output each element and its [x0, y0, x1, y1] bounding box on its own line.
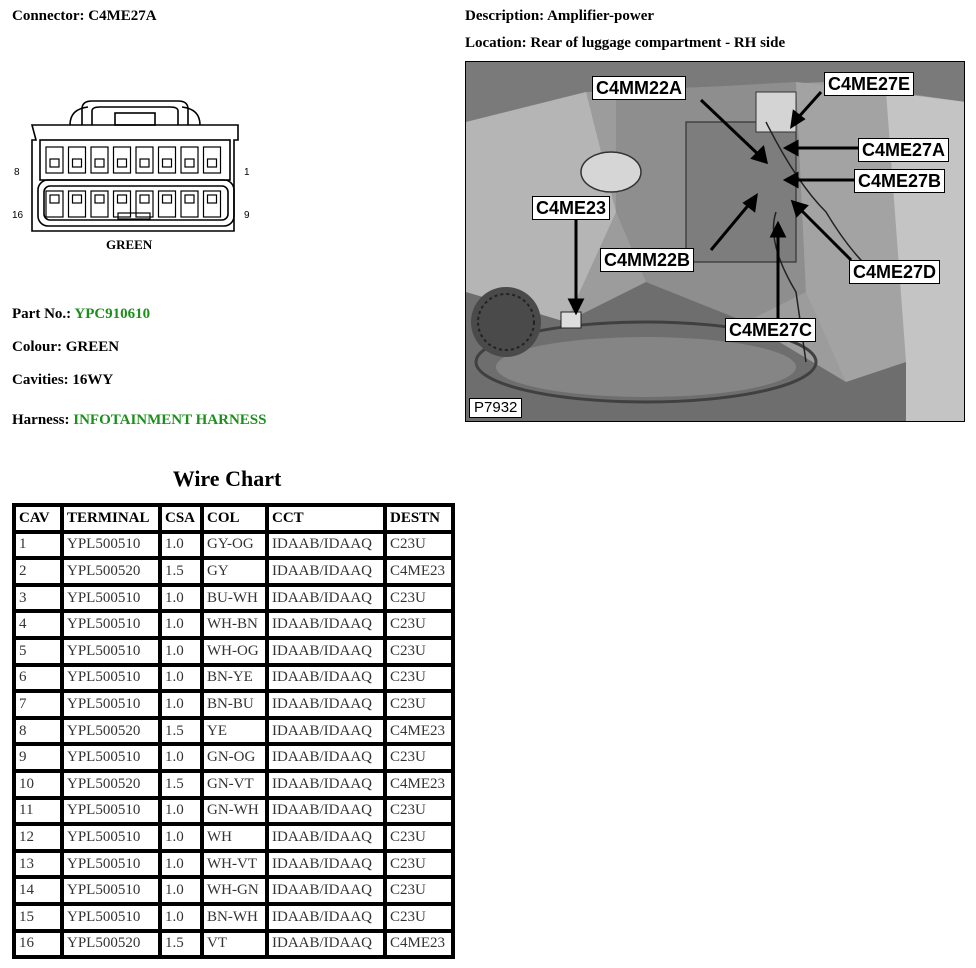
cavity-terminal	[73, 195, 82, 203]
header-cav: CAV	[14, 505, 62, 532]
cavity-terminal	[140, 195, 149, 203]
connector-label: Connector:	[12, 8, 85, 24]
cell-col: GN-WH	[202, 798, 267, 825]
table-row	[14, 931, 453, 958]
connector-line	[12, 8, 157, 25]
cell-terminal: YPL500510	[62, 691, 160, 718]
cavity	[204, 147, 221, 173]
harness-link[interactable]: INFOTAINMENT HARNESS	[73, 412, 267, 428]
table-row	[14, 665, 453, 692]
callout-c4me27d: C4ME27D	[849, 260, 940, 284]
cell-csa: 1.0	[160, 744, 202, 771]
pin-label-16: 16	[12, 210, 24, 221]
table-row	[14, 532, 453, 559]
cell-cct: IDAAB/IDAAQ	[267, 771, 385, 798]
callout-c4me27e: C4ME27E	[824, 72, 914, 96]
luggage-compartment-illustration	[466, 62, 965, 422]
callout-c4me27b: C4ME27B	[854, 169, 945, 193]
cavities-line	[12, 372, 113, 389]
cell-terminal: YPL500510	[62, 824, 160, 851]
cavity-terminal	[50, 195, 59, 203]
cell-cct: IDAAB/IDAAQ	[267, 931, 385, 958]
cell-csa: 1.0	[160, 638, 202, 665]
table-row	[14, 824, 453, 851]
cell-cav: 15	[14, 904, 62, 931]
cavity	[114, 147, 131, 173]
cavity-terminal	[50, 159, 59, 167]
cell-cav: 2	[14, 558, 62, 585]
cell-cct: IDAAB/IDAAQ	[267, 744, 385, 771]
cavity-terminal	[208, 159, 217, 167]
cavity	[159, 147, 176, 173]
table-row	[14, 585, 453, 612]
cell-terminal: YPL500520	[62, 931, 160, 958]
cell-col: YE	[202, 718, 267, 745]
callout-c4me23: C4ME23	[532, 196, 610, 220]
cell-cct: IDAAB/IDAAQ	[267, 904, 385, 931]
cell-csa: 1.0	[160, 665, 202, 692]
cell-cav: 11	[14, 798, 62, 825]
table-row	[14, 904, 453, 931]
cavity	[91, 147, 108, 173]
figure-id: P7932	[469, 398, 522, 418]
cell-destn: C23U	[385, 611, 453, 638]
cell-csa: 1.5	[160, 771, 202, 798]
cell-terminal: YPL500510	[62, 611, 160, 638]
table-row	[14, 877, 453, 904]
cell-csa: 1.0	[160, 798, 202, 825]
cavity-terminal	[185, 159, 194, 167]
cell-destn: C23U	[385, 744, 453, 771]
table-row	[14, 744, 453, 771]
location-photo	[465, 61, 965, 422]
cell-cav: 4	[14, 611, 62, 638]
cell-cct: IDAAB/IDAAQ	[267, 824, 385, 851]
cavity-terminal	[185, 195, 194, 203]
cell-destn: C23U	[385, 638, 453, 665]
connector-face-drawing	[10, 95, 260, 255]
cell-col: GN-VT	[202, 771, 267, 798]
cell-csa: 1.0	[160, 585, 202, 612]
header-terminal: TERMINAL	[62, 505, 160, 532]
cell-csa: 1.0	[160, 691, 202, 718]
cell-destn: C23U	[385, 532, 453, 559]
cell-cav: 3	[14, 585, 62, 612]
cell-cav: 12	[14, 824, 62, 851]
cell-col: WH-VT	[202, 851, 267, 878]
pin-label-1: 1	[244, 167, 250, 178]
cell-cav: 5	[14, 638, 62, 665]
cell-cav: 8	[14, 718, 62, 745]
cell-destn: C4ME23	[385, 718, 453, 745]
cavity-terminal	[95, 195, 104, 203]
cell-destn: C23U	[385, 585, 453, 612]
cell-destn: C23U	[385, 851, 453, 878]
connector-colour-caption: GREEN	[106, 237, 153, 252]
colour-label: Colour:	[12, 339, 62, 355]
cell-destn: C23U	[385, 691, 453, 718]
cell-cct: IDAAB/IDAAQ	[267, 851, 385, 878]
cell-cct: IDAAB/IDAAQ	[267, 585, 385, 612]
description-line	[465, 8, 654, 25]
cavity-terminal	[163, 195, 172, 203]
cell-col: GY-OG	[202, 532, 267, 559]
cell-terminal: YPL500520	[62, 558, 160, 585]
cell-col: WH-GN	[202, 877, 267, 904]
header-col: COL	[202, 505, 267, 532]
wire-chart-title: Wire Chart	[172, 466, 282, 491]
wire-chart-table	[12, 503, 455, 959]
location-value: Rear of luggage compartment - RH side	[530, 35, 786, 51]
table-row	[14, 691, 453, 718]
cell-cct: IDAAB/IDAAQ	[267, 877, 385, 904]
cell-csa: 1.0	[160, 851, 202, 878]
cell-col: BN-WH	[202, 904, 267, 931]
cell-cav: 14	[14, 877, 62, 904]
cell-cct: IDAAB/IDAAQ	[267, 532, 385, 559]
cavity-terminal	[163, 159, 172, 167]
cell-csa: 1.0	[160, 824, 202, 851]
cell-col: WH-OG	[202, 638, 267, 665]
cell-csa: 1.0	[160, 532, 202, 559]
cell-csa: 1.0	[160, 611, 202, 638]
cavity	[46, 147, 63, 173]
cell-destn: C4ME23	[385, 558, 453, 585]
cell-col: BU-WH	[202, 585, 267, 612]
cell-destn: C4ME23	[385, 931, 453, 958]
location-label: Location:	[465, 35, 527, 51]
cavity-terminal	[208, 195, 217, 203]
cell-col: WH	[202, 824, 267, 851]
cell-terminal: YPL500510	[62, 744, 160, 771]
cell-destn: C23U	[385, 904, 453, 931]
colour-value: GREEN	[65, 339, 120, 355]
cavity	[181, 147, 198, 173]
callout-c4me27c: C4ME27C	[725, 318, 816, 342]
callout-c4mm22b: C4MM22B	[600, 248, 694, 272]
cell-cav: 7	[14, 691, 62, 718]
wire-chart-body	[14, 532, 453, 958]
pin-label-9: 9	[244, 210, 250, 221]
cavity	[69, 147, 86, 173]
table-row	[14, 558, 453, 585]
header-cct: CCT	[267, 505, 385, 532]
cell-col: GN-OG	[202, 744, 267, 771]
cell-cct: IDAAB/IDAAQ	[267, 665, 385, 692]
cell-cav: 1	[14, 532, 62, 559]
harness-line	[12, 412, 266, 429]
cell-cct: IDAAB/IDAAQ	[267, 798, 385, 825]
cell-destn: C23U	[385, 665, 453, 692]
cell-cav: 16	[14, 931, 62, 958]
connector-value: C4ME27A	[88, 8, 157, 24]
cell-csa: 1.0	[160, 904, 202, 931]
cell-terminal: YPL500510	[62, 798, 160, 825]
callout-c4mm22a: C4MM22A	[592, 76, 686, 100]
cell-destn: C23U	[385, 877, 453, 904]
table-row	[14, 718, 453, 745]
description-value: Amplifier-power	[547, 8, 655, 24]
location-line	[465, 35, 785, 52]
cell-terminal: YPL500510	[62, 638, 160, 665]
description-label: Description:	[465, 8, 545, 24]
cavity-grid	[46, 147, 221, 219]
table-row	[14, 771, 453, 798]
cavities-label: Cavities:	[12, 372, 69, 388]
cavity-terminal	[140, 159, 149, 167]
part-no-link[interactable]: YPC910610	[74, 306, 151, 322]
table-row	[14, 611, 453, 638]
cell-terminal: YPL500510	[62, 904, 160, 931]
part-no-line	[12, 306, 150, 323]
header-csa: CSA	[160, 505, 202, 532]
pin-label-8: 8	[14, 167, 20, 178]
cell-terminal: YPL500510	[62, 532, 160, 559]
connector-key	[118, 213, 150, 219]
cell-cct: IDAAB/IDAAQ	[267, 611, 385, 638]
colour-line	[12, 339, 119, 356]
cell-csa: 1.5	[160, 558, 202, 585]
cell-cct: IDAAB/IDAAQ	[267, 691, 385, 718]
cell-col: WH-BN	[202, 611, 267, 638]
callout-c4me27a: C4ME27A	[858, 138, 949, 162]
cell-col: GY	[202, 558, 267, 585]
cell-terminal: YPL500510	[62, 665, 160, 692]
cavity-terminal	[118, 159, 127, 167]
cavity-terminal	[73, 159, 82, 167]
cavity	[136, 147, 153, 173]
cell-csa: 1.5	[160, 931, 202, 958]
header-destn: DESTN	[385, 505, 453, 532]
table-row	[14, 851, 453, 878]
wire-chart-header-row	[14, 505, 453, 532]
cell-cav: 6	[14, 665, 62, 692]
cell-col: VT	[202, 931, 267, 958]
cell-destn: C23U	[385, 798, 453, 825]
cavity-terminal	[118, 195, 127, 203]
cell-destn: C4ME23	[385, 771, 453, 798]
cavity-terminal	[95, 159, 104, 167]
cell-cct: IDAAB/IDAAQ	[267, 638, 385, 665]
cell-csa: 1.5	[160, 718, 202, 745]
harness-label: Harness:	[12, 412, 70, 428]
cell-cav: 10	[14, 771, 62, 798]
cell-cav: 13	[14, 851, 62, 878]
cell-cct: IDAAB/IDAAQ	[267, 718, 385, 745]
cell-terminal: YPL500520	[62, 718, 160, 745]
cell-terminal: YPL500510	[62, 585, 160, 612]
table-row	[14, 798, 453, 825]
part-no-label: Part No.:	[12, 306, 72, 322]
cell-terminal: YPL500510	[62, 851, 160, 878]
cell-col: BN-BU	[202, 691, 267, 718]
cell-terminal: YPL500520	[62, 771, 160, 798]
cell-destn: C23U	[385, 824, 453, 851]
connector-face-diagram	[10, 95, 260, 255]
cell-terminal: YPL500510	[62, 877, 160, 904]
cell-cct: IDAAB/IDAAQ	[267, 558, 385, 585]
table-row	[14, 638, 453, 665]
cavities-value: 16WY	[72, 372, 114, 388]
cell-csa: 1.0	[160, 877, 202, 904]
cell-col: BN-YE	[202, 665, 267, 692]
cell-cav: 9	[14, 744, 62, 771]
